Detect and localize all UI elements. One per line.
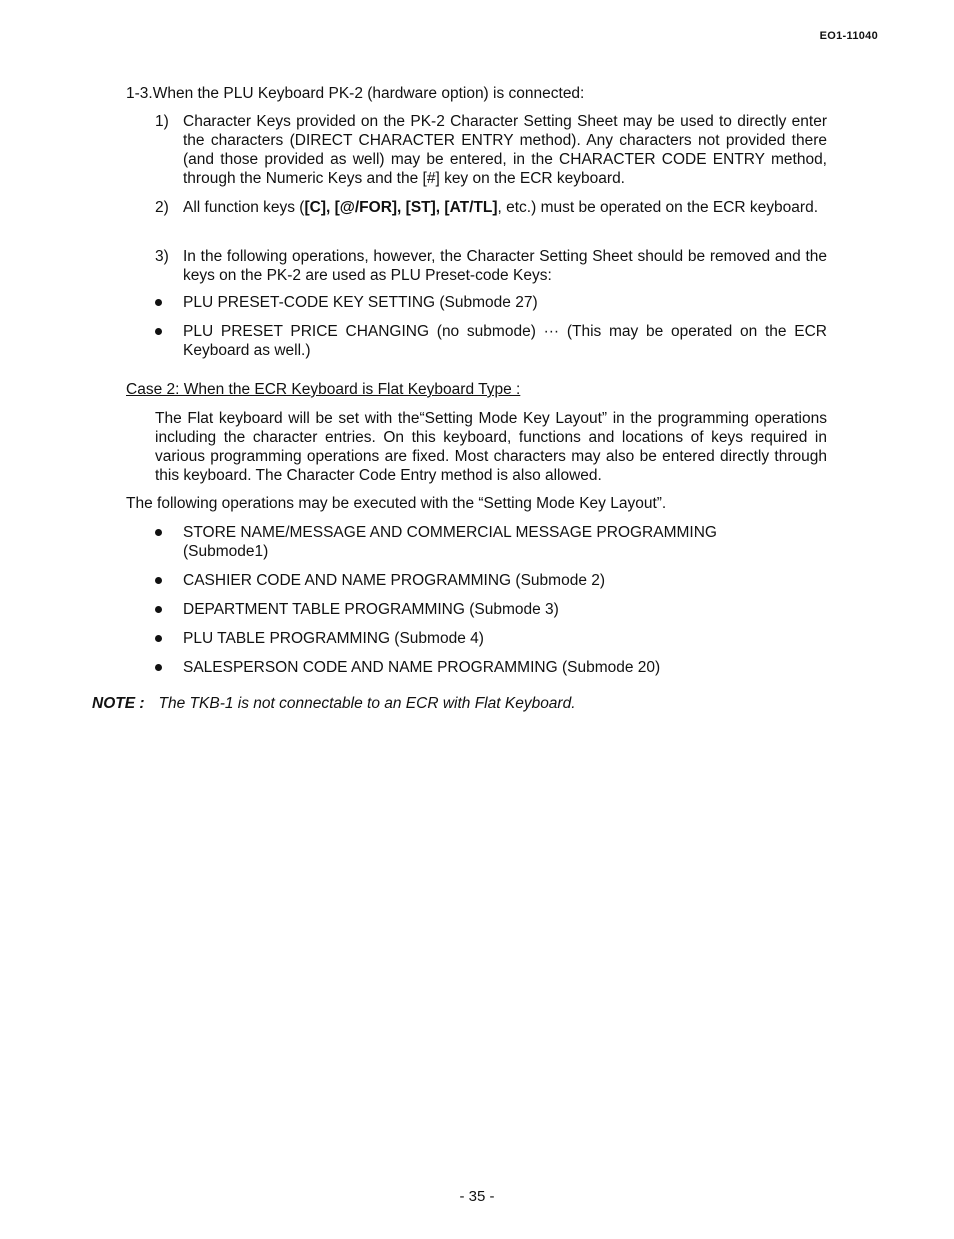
bullet-item (155, 322, 827, 360)
list-item-2 (155, 198, 827, 217)
bullet-text: STORE NAME/MESSAGE AND COMMERCIAL MESSAGE PROGRAMMING (Submode1) (183, 524, 717, 560)
bullet-icon (155, 606, 162, 613)
item-number: 1) (155, 113, 169, 130)
item-text: In the following operations, however, the Character Setting Sheet should be removed and the keys on the PK-2 are used as PLU Preset-code Keys: (183, 248, 827, 284)
bullet-text: CASHIER CODE AND NAME PROGRAMMING (Submode 2) (183, 572, 606, 589)
item-number: 3) (155, 248, 169, 265)
bullet-item (155, 523, 827, 561)
document-id: EO1-11040 (819, 30, 878, 42)
bullet-text: PLU TABLE PROGRAMMING (Submode 4) (183, 630, 484, 647)
note-label: NOTE : (92, 695, 145, 712)
bullet-text: PLU PRESET-CODE KEY SETTING (Submode 27) (183, 294, 538, 311)
bullet-text: PLU PRESET PRICE CHANGING (no submode) ··· (This may be operated on the ECR Keyboard as well.) (183, 323, 827, 359)
note (92, 694, 576, 713)
item-text (183, 198, 827, 217)
item-number: 2) (155, 199, 169, 216)
following-operations-text: The following operations may be executed with the “Setting Mode Key Layout”. (126, 495, 667, 512)
case-2-title: Case 2: When the ECR Keyboard is Flat Keyboard Type : (126, 381, 521, 398)
item-text-post: , etc.) must be operated on the ECR keyboard. (497, 199, 819, 216)
bullet-icon (155, 577, 162, 584)
bullet-item (155, 600, 827, 619)
bullet-icon (155, 328, 162, 335)
bullet-text: DEPARTMENT TABLE PROGRAMMING (Submode 3) (183, 601, 559, 618)
bullet-item (155, 629, 827, 648)
bullet-icon (155, 299, 162, 306)
note-text: The TKB-1 is not connectable to an ECR with Flat Keyboard. (158, 695, 576, 712)
item-text: Character Keys provided on the PK-2 Character Setting Sheet may be used to directly enter the characters (DIRECT CHARACTER ENTRY method). Any characters not provided there (and those provided as well) may be entered, in the CHARACTER CODE ENTRY method, through the Numeric Keys and the [#] key on the ECR keyboard. (183, 113, 827, 187)
bullet-icon (155, 635, 162, 642)
list-item-3 (155, 247, 827, 285)
bullet-icon (155, 664, 162, 671)
list-item-1 (155, 112, 827, 188)
bullet-item (155, 571, 827, 590)
case-2-paragraph: The Flat keyboard will be set with the“Setting Mode Key Layout” in the programming operations including the character entries. On this keyboard, functions and locations of keys required in various programming operations are fixed. Most characters may also be entered directly through this keyboard. The Character Code Entry method is also allowed. (155, 410, 827, 484)
page-number: - 35 - (459, 1188, 495, 1205)
function-keys: [C], [@/FOR], [ST], [AT/TL] (304, 199, 498, 216)
bullet-icon (155, 529, 162, 536)
bullet-item (155, 658, 827, 677)
item-text-pre: All function keys ( (183, 199, 305, 216)
section-heading: 1-3.When the PLU Keyboard PK-2 (hardware option) is connected: (126, 85, 585, 102)
bullet-item (155, 293, 827, 312)
bullet-text: SALESPERSON CODE AND NAME PROGRAMMING (Submode 20) (183, 659, 661, 676)
